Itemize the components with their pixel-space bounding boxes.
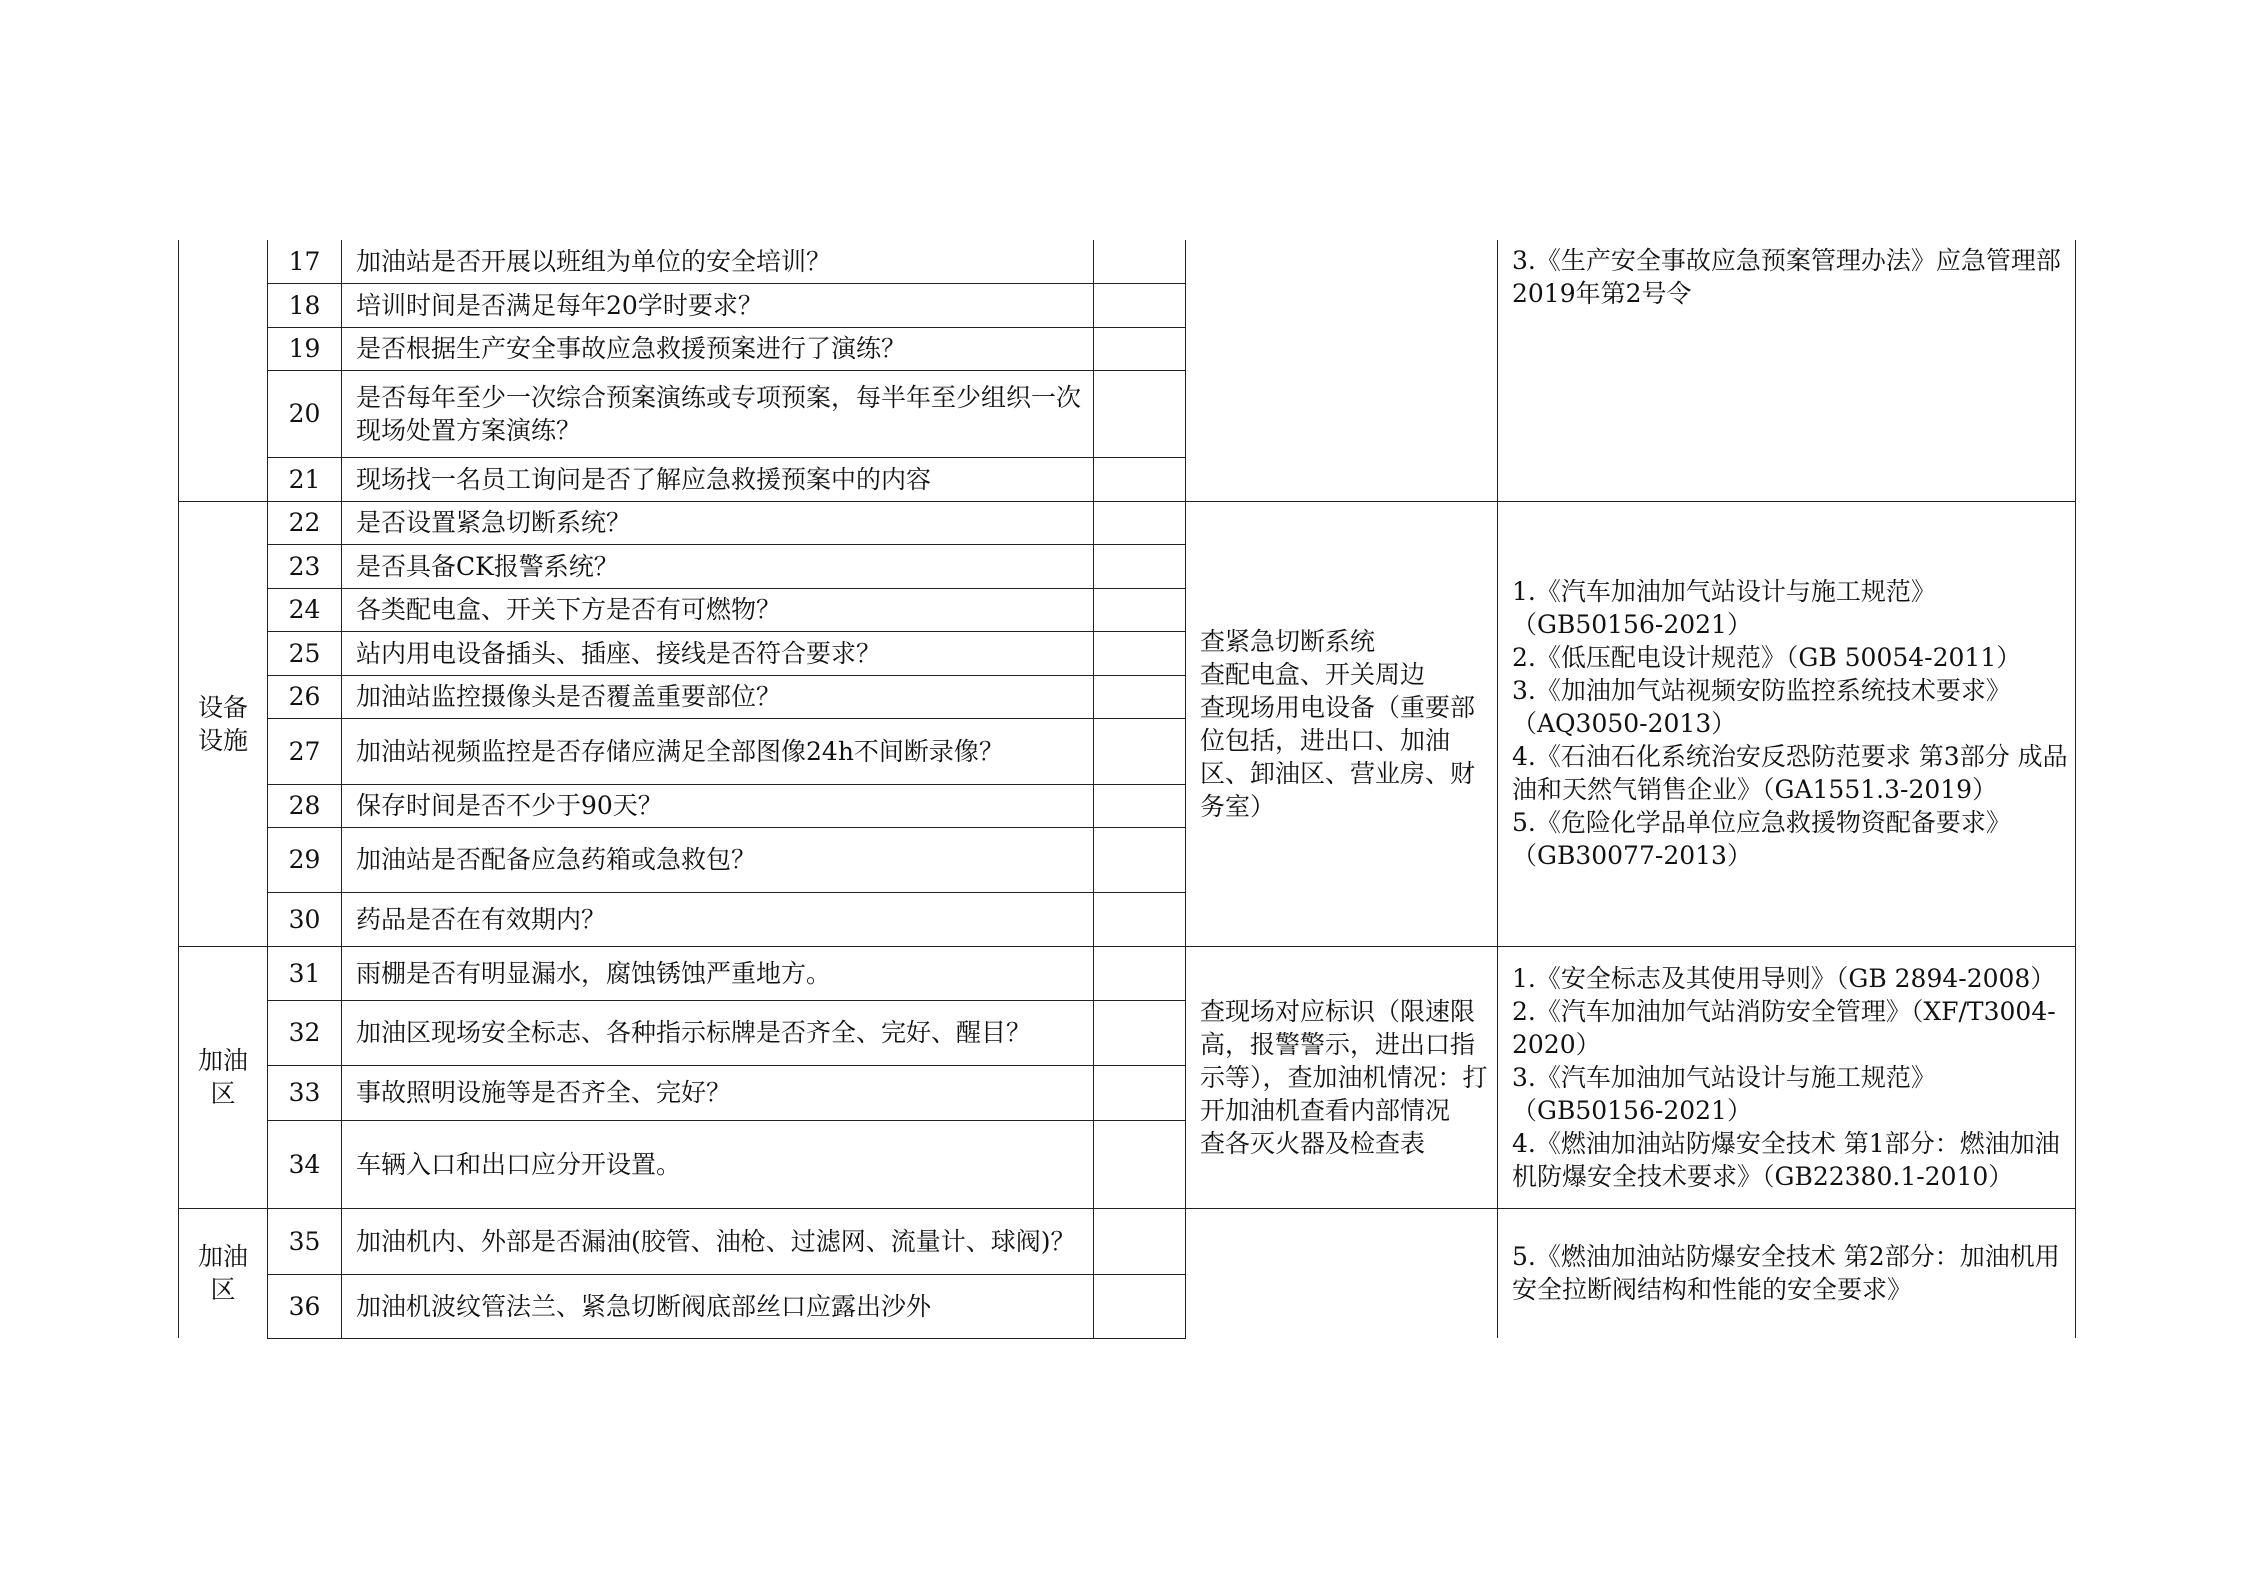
item-result <box>1094 370 1186 457</box>
item-result <box>1094 1208 1186 1274</box>
category-cell: 设备 设施 <box>179 501 268 946</box>
item-number: 17 <box>268 240 342 283</box>
item-number: 20 <box>268 370 342 457</box>
item-result <box>1094 892 1186 946</box>
item-number: 36 <box>268 1274 342 1338</box>
check-method <box>1186 240 1498 501</box>
category-cell: 加油 区 <box>179 1208 268 1338</box>
item-result <box>1094 544 1186 588</box>
item-question: 加油机内、外部是否漏油(胶管、油枪、过滤网、流量计、球阀)？ <box>342 1208 1094 1274</box>
item-question: 药品是否在有效期内？ <box>342 892 1094 946</box>
reference-standard: 1.《安全标志及其使用导则》（GB 2894-2008） 2.《汽车加油加气站消防安全管理》（XF/T3004-2020） 3.《汽车加油加气站设计与施工规范》（GB50156-2021） 4.《燃油加油站防爆安全技术 第1部分：燃油加油机防爆安全技术要求》（GB22380.1-2010） <box>1498 946 2076 1208</box>
item-result <box>1094 588 1186 631</box>
item-number: 24 <box>268 588 342 631</box>
item-result <box>1094 1000 1186 1065</box>
item-number: 31 <box>268 946 342 1000</box>
item-result <box>1094 501 1186 544</box>
item-result <box>1094 240 1186 283</box>
item-question: 现场找一名员工询问是否了解应急救援预案中的内容 <box>342 457 1094 501</box>
item-question: 保存时间是否不少于90天？ <box>342 784 1094 827</box>
item-question: 站内用电设备插头、插座、接线是否符合要求？ <box>342 631 1094 675</box>
item-result <box>1094 1274 1186 1338</box>
item-question: 培训时间是否满足每年20学时要求？ <box>342 283 1094 327</box>
item-question: 加油站是否开展以班组为单位的安全培训？ <box>342 240 1094 283</box>
item-question: 加油机波纹管法兰、紧急切断阀底部丝口应露出沙外 <box>342 1274 1094 1338</box>
item-result <box>1094 946 1186 1000</box>
item-number: 26 <box>268 675 342 718</box>
category-cell: 加油 区 <box>179 946 268 1208</box>
item-result <box>1094 631 1186 675</box>
item-result <box>1094 1065 1186 1120</box>
item-question: 加油站是否配备应急药箱或急救包？ <box>342 827 1094 892</box>
item-number: 34 <box>268 1120 342 1208</box>
check-method <box>1186 1208 1498 1338</box>
item-result <box>1094 327 1186 370</box>
item-number: 23 <box>268 544 342 588</box>
item-number: 33 <box>268 1065 342 1120</box>
item-question: 加油区现场安全标志、各种指示标牌是否齐全、完好、醒目？ <box>342 1000 1094 1065</box>
item-number: 30 <box>268 892 342 946</box>
check-method: 查紧急切断系统 查配电盒、开关周边 查现场用电设备（重要部位包括，进出口、加油区、卸油区、营业房、财务室） <box>1186 501 1498 946</box>
item-number: 32 <box>268 1000 342 1065</box>
item-number: 22 <box>268 501 342 544</box>
item-question: 是否根据生产安全事故应急救援预案进行了演练？ <box>342 327 1094 370</box>
item-question: 加油站视频监控是否存储应满足全部图像24h不间断录像？ <box>342 718 1094 784</box>
reference-standard: 1.《汽车加油加气站设计与施工规范》（GB50156-2021） 2.《低压配电设计规范》（GB 50054-2011） 3.《加油加气站视频安防监控系统技术要求》（AQ3050-2013） 4.《石油石化系统治安反恐防范要求 第3部分 成品油和天然气销售企业》（GA1551.3-2019） 5.《危险化学品单位应急救援物资配备要求》（GB30077-2013） <box>1498 501 2076 946</box>
item-result <box>1094 675 1186 718</box>
item-question: 是否设置紧急切断系统？ <box>342 501 1094 544</box>
item-number: 35 <box>268 1208 342 1274</box>
table-row <box>179 501 2076 544</box>
item-question: 是否每年至少一次综合预案演练或专项预案，每半年至少组织一次现场处置方案演练？ <box>342 370 1094 457</box>
item-result <box>1094 457 1186 501</box>
item-number: 27 <box>268 718 342 784</box>
item-number: 19 <box>268 327 342 370</box>
item-question: 车辆入口和出口应分开设置。 <box>342 1120 1094 1208</box>
table-row <box>179 240 2076 283</box>
item-result <box>1094 718 1186 784</box>
item-number: 18 <box>268 283 342 327</box>
item-question: 事故照明设施等是否齐全、完好？ <box>342 1065 1094 1120</box>
category-cell <box>179 240 268 501</box>
reference-standard: 3.《生产安全事故应急预案管理办法》应急管理部2019年第2号令 <box>1498 240 2076 501</box>
item-question: 各类配电盒、开关下方是否有可燃物？ <box>342 588 1094 631</box>
item-result <box>1094 784 1186 827</box>
item-number: 21 <box>268 457 342 501</box>
inspection-table <box>178 240 2076 1339</box>
item-question: 雨棚是否有明显漏水，腐蚀锈蚀严重地方。 <box>342 946 1094 1000</box>
item-result <box>1094 827 1186 892</box>
check-method: 查现场对应标识（限速限高，报警警示，进出口指示等），查加油机情况：打开加油机查看内部情况 查各灭火器及检查表 <box>1186 946 1498 1208</box>
reference-standard: 5.《燃油加油站防爆安全技术 第2部分：加油机用安全拉断阀结构和性能的安全要求》 <box>1498 1208 2076 1338</box>
table-row <box>179 1208 2076 1274</box>
item-question: 加油站监控摄像头是否覆盖重要部位？ <box>342 675 1094 718</box>
item-number: 28 <box>268 784 342 827</box>
item-number: 25 <box>268 631 342 675</box>
item-number: 29 <box>268 827 342 892</box>
item-result <box>1094 283 1186 327</box>
table-row <box>179 946 2076 1000</box>
item-result <box>1094 1120 1186 1208</box>
item-question: 是否具备CK报警系统？ <box>342 544 1094 588</box>
